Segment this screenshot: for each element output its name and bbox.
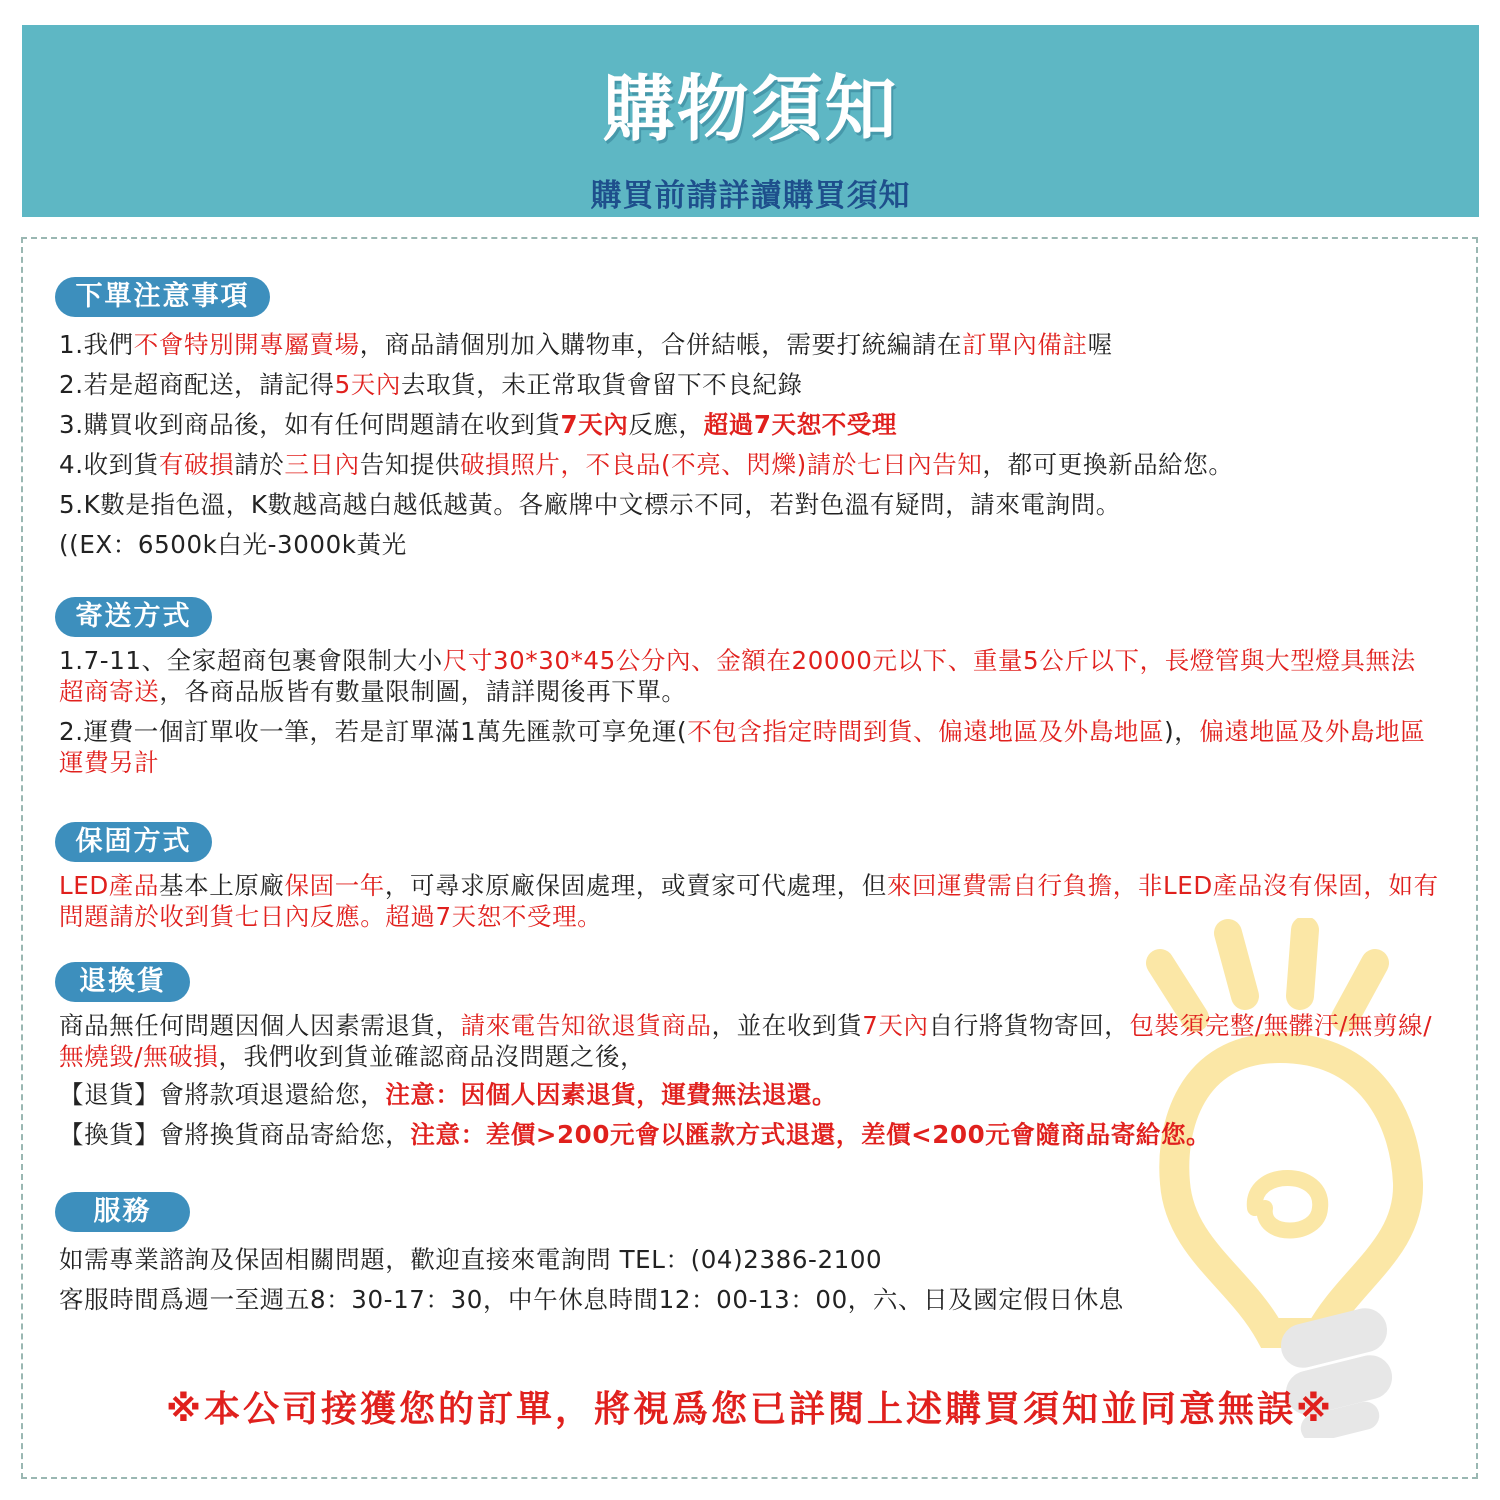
order-lines xyxy=(59,325,1439,565)
text: 商品無任何問題因個人因素需退貨， xyxy=(59,1011,461,1040)
text: 2.若是超商配送，請記得 xyxy=(59,370,335,399)
text: 3.購買收到商品後，如有任何問題請在收到貨 xyxy=(59,410,561,439)
warranty-paragraph xyxy=(59,870,1439,932)
highlight: 破損照片 xyxy=(460,450,561,479)
order-line-1 xyxy=(59,325,1439,365)
text: 基本上原廠 xyxy=(159,871,285,900)
highlight: 不包含指定時間到貨、偏遠地區及外島地區 xyxy=(687,717,1165,746)
order-line-2 xyxy=(59,365,1439,405)
text: 1.7-11、全家超商包裹會限制大小 xyxy=(59,646,443,675)
text: 反應， xyxy=(628,410,704,439)
highlight: 偏遠地區及外島地區運費另計 xyxy=(59,717,1426,777)
text: ，可尋求原廠保固處理，或賣家可代處理，但 xyxy=(384,871,887,900)
highlight: ， xyxy=(560,450,586,479)
text: 1.我們 xyxy=(59,330,134,359)
highlight: 不良品(不亮、閃爍)請於七日內告知 xyxy=(585,450,983,479)
shipping-lines xyxy=(59,645,1439,778)
order-line-3 xyxy=(59,405,1439,445)
service-phone-line: 如需專業諮詢及保固相關問題，歡迎直接來電詢問 TEL：(04)2386-2100 xyxy=(59,1245,883,1274)
text: ，各商品版皆有數量限制圖，請詳閱後再下單。 xyxy=(159,677,687,706)
header-banner xyxy=(22,25,1479,217)
section-heading-order: 下單注意事項 xyxy=(55,277,270,317)
text: ，商品請個別加入購物車，合併結帳，需要打統編請在 xyxy=(359,330,963,359)
order-line-5: 5.K數是指色溫，K數越高越白越低越黃。各廠牌中文標示不同，若對色溫有疑問，請來電詢問。 xyxy=(59,490,1121,519)
highlight: 7天內 xyxy=(560,410,629,439)
highlight: 訂單內備註 xyxy=(962,330,1088,359)
page-subtitle: 購買前請詳讀購買須知 xyxy=(590,178,911,214)
lightbulb-icon xyxy=(1120,918,1440,1438)
footer-note: ※本公司接獲您的訂單，將視爲您已詳閱上述購買須知並同意無誤※ xyxy=(166,1389,1334,1430)
text: 【退貨】會將款項退還給您， xyxy=(59,1080,386,1109)
section-heading-shipping: 寄送方式 xyxy=(55,597,212,637)
order-line-6: ((EX：6500k白光-3000k黃光 xyxy=(59,530,407,559)
highlight: 注意：差價>200元會以匯款方式退還，差價<200元會隨商品寄給您。 xyxy=(410,1120,1212,1149)
text: 喔 xyxy=(1087,330,1113,359)
section-heading-service: 服務 xyxy=(55,1192,190,1232)
text: 2.運費一個訂單收一筆，若是訂單滿1萬先匯款可享免運( xyxy=(59,717,688,746)
highlight: 有破損 xyxy=(158,450,235,479)
service-hours-line: 客服時間爲週一至週五8：30-17：30，中午休息時間12：00-13：00，六、日及國定假日休息 xyxy=(59,1285,1124,1314)
text: 告知提供 xyxy=(359,450,461,479)
highlight: 三日內 xyxy=(284,450,360,479)
highlight: 保固一年 xyxy=(284,871,385,900)
text: 去取貨，未正常取貨會留下不良紀錄 xyxy=(400,370,803,399)
highlight: 注意：因個人因素退貨，運費無法退還。 xyxy=(385,1080,838,1109)
highlight: 超過7天恕不受理 xyxy=(703,410,898,439)
highlight: 尺寸30*30*45公分內、金額在20000元以下、重量5公斤以下，長燈管與大型燈具無法超商寄送 xyxy=(59,646,1416,706)
highlight: 來回運費需自行負擔，非LED產品沒有保固，如有問題請於收到貨七日內反應。超過7天恕不受理。 xyxy=(59,871,1439,931)
returns-paragraph xyxy=(59,1010,1439,1072)
returns-exchange-line xyxy=(59,1115,1439,1155)
text: 4.收到貨 xyxy=(59,450,159,479)
shipping-paragraph-1 xyxy=(59,645,1439,707)
warranty-lines xyxy=(59,870,1439,932)
text: ，都可更換新品給您。 xyxy=(982,450,1234,479)
text: ，並在收到貨 xyxy=(711,1011,863,1040)
text: 請於 xyxy=(234,450,285,479)
service-lines xyxy=(59,1240,1439,1320)
highlight: 包裝須完整/無髒汙/無剪線/無燒毀/無破損 xyxy=(59,1011,1433,1071)
section-heading-warranty: 保固方式 xyxy=(55,822,212,862)
highlight: 請來電告知欲退貨商品 xyxy=(460,1011,712,1040)
page-title: 購物須知 xyxy=(602,67,899,151)
text: 自行將貨物寄回， xyxy=(928,1011,1130,1040)
returns-lines xyxy=(59,1010,1439,1155)
highlight: 7天內 xyxy=(862,1011,929,1040)
highlight: 不會特別開專屬賣場 xyxy=(133,330,360,359)
highlight: LED產品 xyxy=(59,871,159,900)
highlight: 5天內 xyxy=(334,370,401,399)
text: 【換貨】會將換貨商品寄給您， xyxy=(59,1120,411,1149)
returns-refund-line xyxy=(59,1075,1439,1115)
text: ，我們收到貨並確認商品沒問題之後， xyxy=(218,1042,646,1071)
order-line-4 xyxy=(59,445,1439,485)
text: )， xyxy=(1164,717,1200,746)
section-heading-returns: 退換貨 xyxy=(55,962,190,1002)
shipping-paragraph-2 xyxy=(59,716,1439,778)
